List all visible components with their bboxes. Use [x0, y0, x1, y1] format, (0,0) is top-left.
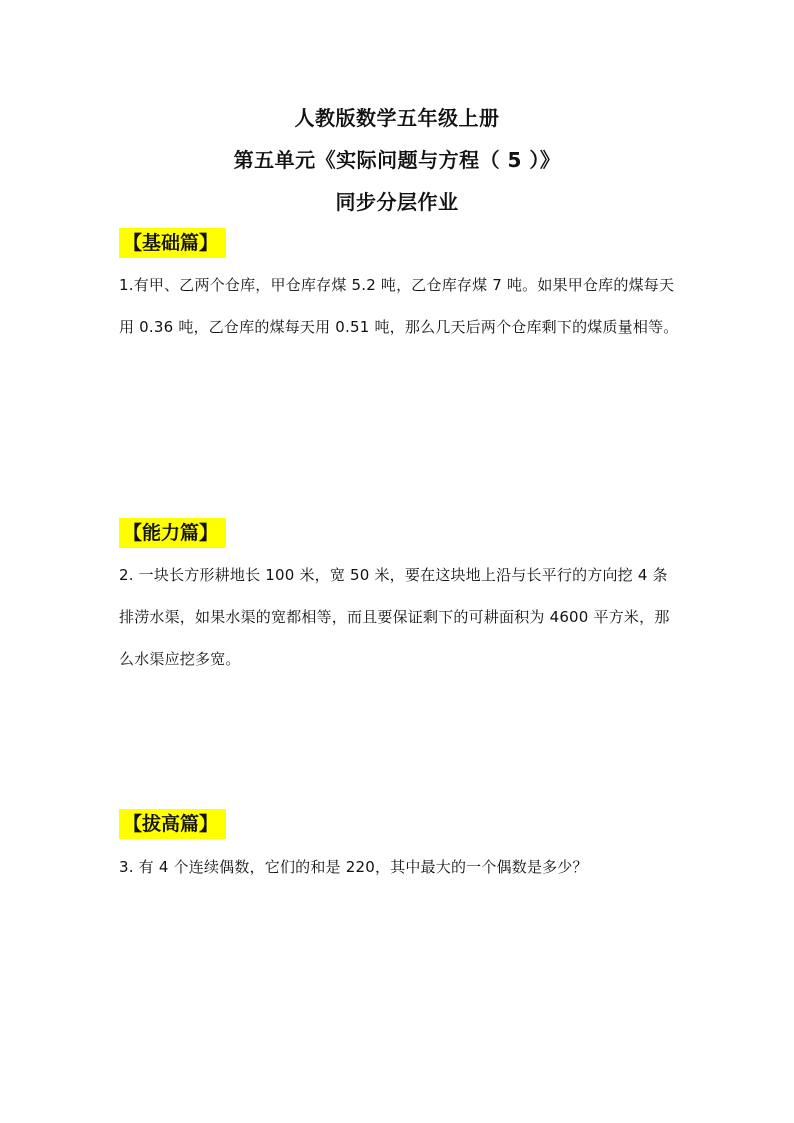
section-label-basic: 【基础篇】 [119, 228, 226, 258]
question-1: 1.有甲、乙两个仓库，甲仓库存煤 5.2 吨，乙仓库存煤 7 吨。如果甲仓库的煤每天用 0.36 吨，乙仓库的煤每天用 0.51 吨，那么几天后两个仓库剩下的煤质量相等。 [119, 276, 679, 336]
section-label-ability: 【能力篇】 [119, 518, 226, 548]
document-title-grade: 人教版数学五年级上册 [294, 106, 500, 130]
section-label-advanced: 【拔高篇】 [119, 809, 226, 839]
question-2: 2. 一块长方形耕地长 100 米，宽 50 米，要在这块地上沿与长平行的方向挖 4 条排涝水渠，如果水渠的宽都相等，而且要保证剩下的可耕面积为 4600 平方米，那么水渠应挖多宽。 [119, 566, 670, 668]
document-title-unit: 第五单元《实际问题与方程（ 5 ）》 [233, 148, 561, 172]
document-title-subtitle: 同步分层作业 [335, 190, 459, 214]
question-3: 3. 有 4 个连续偶数，它们的和是 220，其中最大的一个偶数是多少？ [119, 858, 588, 876]
